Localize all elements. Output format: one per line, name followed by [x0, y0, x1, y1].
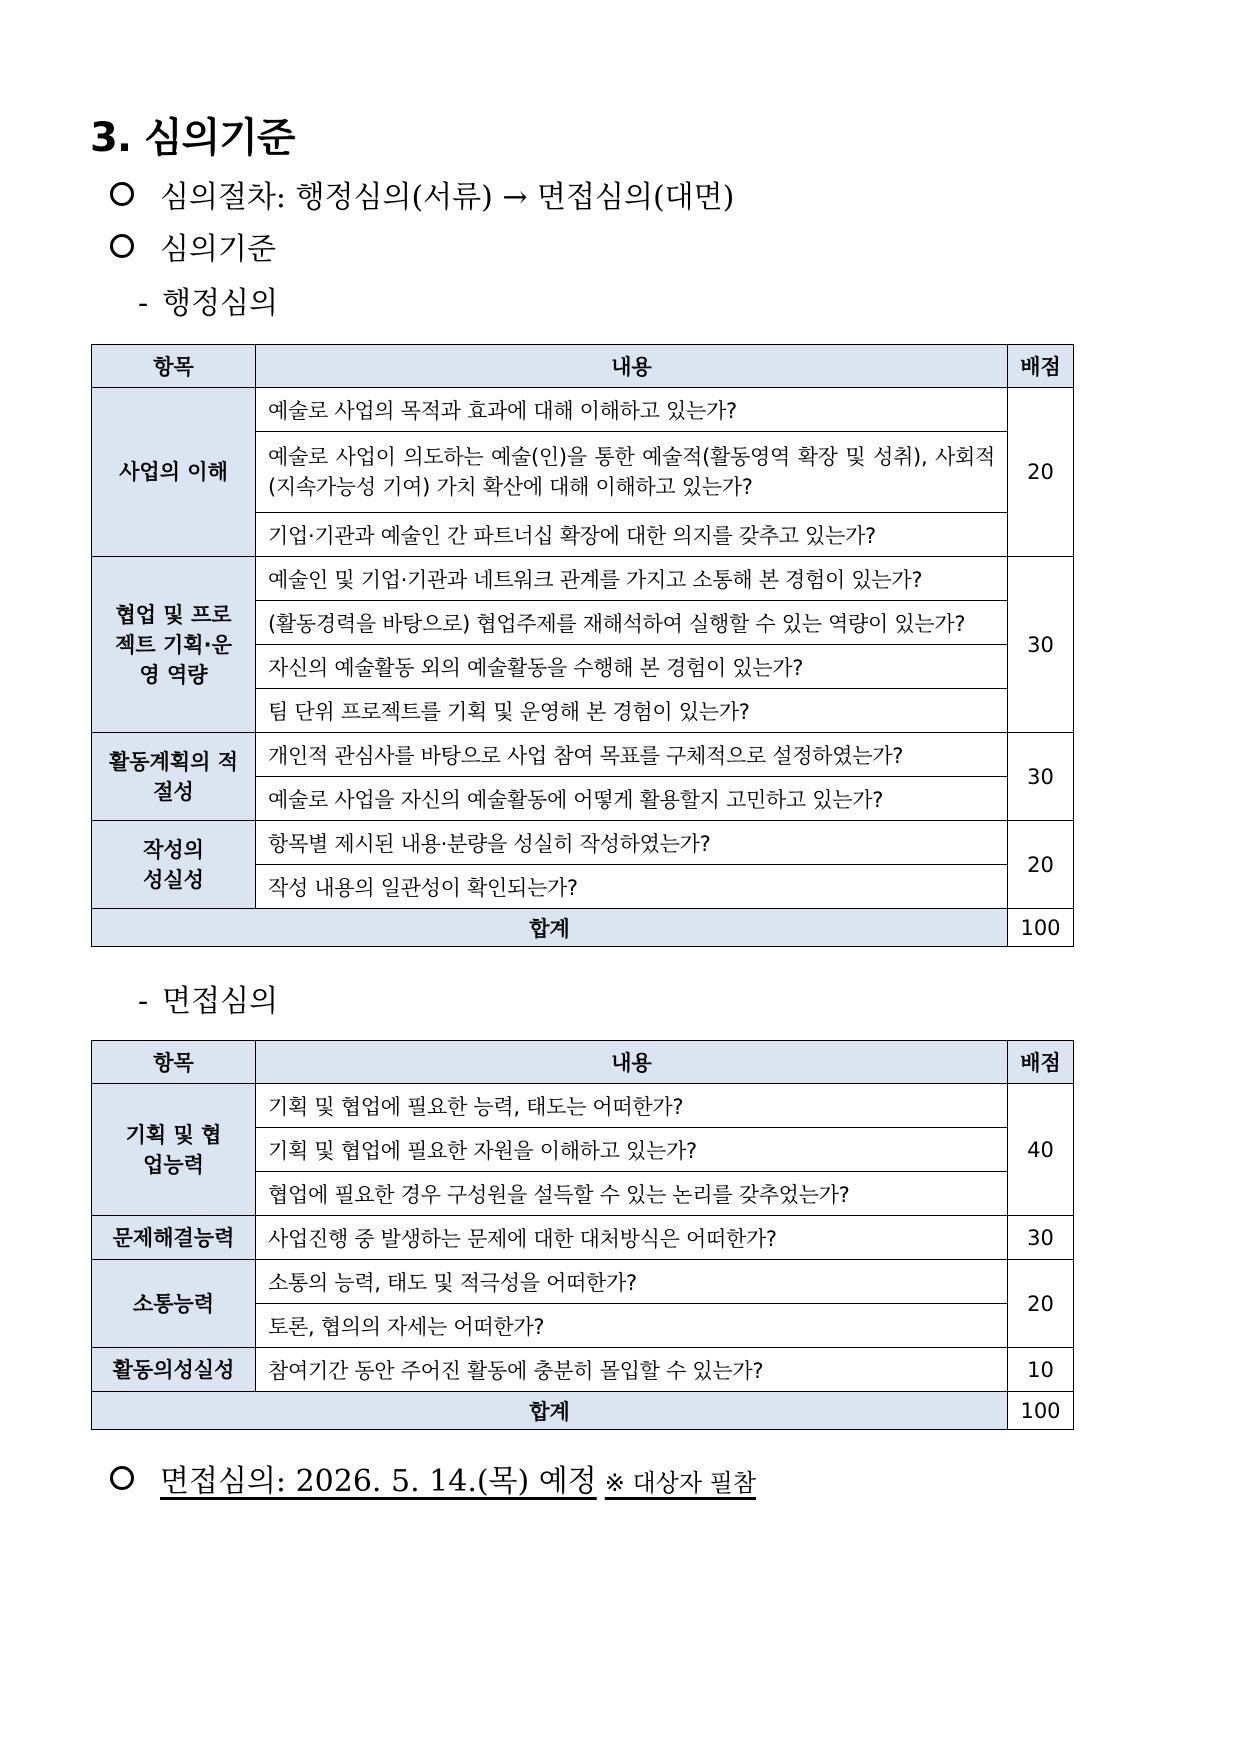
- circle-bullet-icon: [110, 1466, 134, 1490]
- table-row: [92, 388, 1074, 432]
- total-row: [92, 909, 1074, 947]
- criterion-cell: 예술인 및 기업·기관과 네트워크 관계를 가지고 소통해 본 경험이 있는가?: [256, 557, 1008, 601]
- criterion-cell: 기업·기관과 예술인 간 파트너십 확장에 대한 의지를 갖추고 있는가?: [256, 513, 1008, 557]
- criterion-cell: 참여기간 동안 주어진 활동에 충분히 몰입할 수 있는가?: [256, 1348, 1008, 1392]
- criterion-cell: 사업진행 중 발생하는 문제에 대한 대처방식은 어떠한가?: [256, 1216, 1008, 1260]
- dash-icon: -: [138, 286, 149, 321]
- total-score: 100: [1008, 909, 1074, 947]
- score-cell: 20: [1008, 1260, 1074, 1348]
- category-cell: 활동계획의 적절성: [92, 733, 256, 821]
- score-cell: 20: [1008, 821, 1074, 909]
- schedule-bullet: [110, 1456, 756, 1500]
- score-cell: 20: [1008, 388, 1074, 557]
- procedure-text: 심의절차: 행정심의(서류) → 면접심의(대면): [160, 180, 735, 215]
- category-cell: 작성의 성실성: [92, 821, 256, 909]
- admin-review-heading-text: 행정심의: [162, 286, 279, 321]
- criterion-cell: 기획 및 협업에 필요한 능력, 태도는 어떠한가?: [256, 1084, 1008, 1128]
- header-category: 항목: [92, 1041, 256, 1084]
- score-cell: 30: [1008, 1216, 1074, 1260]
- criterion-cell: (활동경력을 바탕으로) 협업주제를 재해석하여 실행할 수 있는 역량이 있는가?: [256, 601, 1008, 645]
- dash-icon: -: [138, 984, 149, 1019]
- header-content: 내용: [256, 345, 1008, 388]
- criteria-bullet: [110, 224, 276, 268]
- header-category: 항목: [92, 345, 256, 388]
- score-cell: 40: [1008, 1084, 1074, 1216]
- table-header-row: [92, 1041, 1074, 1084]
- interview-review-table: [91, 1040, 1074, 1430]
- admin-review-heading: [138, 278, 278, 322]
- criteria-text: 심의기준: [160, 232, 276, 267]
- score-cell: 30: [1008, 557, 1074, 733]
- criterion-cell: 팀 단위 프로젝트를 기획 및 운영해 본 경험이 있는가?: [256, 689, 1008, 733]
- criterion-cell: 협업에 필요한 경우 구성원을 설득할 수 있는 논리를 갖추었는가?: [256, 1172, 1008, 1216]
- total-score: 100: [1008, 1392, 1074, 1430]
- total-label: 합계: [92, 909, 1008, 947]
- interview-review-heading-text: 면접심의: [162, 984, 279, 1019]
- table-row: [92, 1348, 1074, 1392]
- score-cell: 10: [1008, 1348, 1074, 1392]
- category-cell: 기획 및 협업능력: [92, 1084, 256, 1216]
- criterion-cell: 예술로 사업이 의도하는 예술(인)을 통한 예술적(활동영역 확장 및 성취), 사회적(지속가능성 기여) 가치 확산에 대해 이해하고 있는가?: [256, 432, 1008, 513]
- table-row: [92, 821, 1074, 865]
- table-row: [92, 557, 1074, 601]
- schedule-line: [160, 1456, 756, 1500]
- schedule-note: ※ 대상자 필참: [604, 1469, 757, 1497]
- category-cell: 활동의성실성: [92, 1348, 256, 1392]
- total-row: [92, 1392, 1074, 1430]
- criterion-cell: 개인적 관심사를 바탕으로 사업 참여 목표를 구체적으로 설정하였는가?: [256, 733, 1008, 777]
- page-title: 3. 심의기준: [90, 115, 295, 161]
- header-content: 내용: [256, 1041, 1008, 1084]
- header-score: 배점: [1008, 345, 1074, 388]
- circle-bullet-icon: [110, 182, 134, 206]
- criterion-cell: 자신의 예술활동 외의 예술활동을 수행해 본 경험이 있는가?: [256, 645, 1008, 689]
- criterion-cell: 소통의 능력, 태도 및 적극성을 어떠한가?: [256, 1260, 1008, 1304]
- header-score: 배점: [1008, 1041, 1074, 1084]
- procedure-bullet: [110, 172, 734, 216]
- category-cell: 소통능력: [92, 1260, 256, 1348]
- criterion-cell: 기획 및 협업에 필요한 자원을 이해하고 있는가?: [256, 1128, 1008, 1172]
- criterion-cell: 예술로 사업의 목적과 효과에 대해 이해하고 있는가?: [256, 388, 1008, 432]
- criterion-cell: 작성 내용의 일관성이 확인되는가?: [256, 865, 1008, 909]
- criterion-cell: 항목별 제시된 내용·분량을 성실히 작성하였는가?: [256, 821, 1008, 865]
- category-cell: 사업의 이해: [92, 388, 256, 557]
- table-row: [92, 1084, 1074, 1128]
- circle-bullet-icon: [110, 234, 134, 258]
- admin-review-table: [91, 344, 1074, 947]
- table-header-row: [92, 345, 1074, 388]
- criterion-cell: 토론, 협의의 자세는 어떠한가?: [256, 1304, 1008, 1348]
- category-cell: 협업 및 프로젝트 기획·운영 역량: [92, 557, 256, 733]
- table-row: [92, 733, 1074, 777]
- score-cell: 30: [1008, 733, 1074, 821]
- criterion-cell: 예술로 사업을 자신의 예술활동에 어떻게 활용할지 고민하고 있는가?: [256, 777, 1008, 821]
- schedule-text: 면접심의: 2026. 5. 14.(목) 예정: [160, 1464, 597, 1499]
- table-row: [92, 1216, 1074, 1260]
- table-row: [92, 1260, 1074, 1304]
- interview-review-heading: [138, 976, 278, 1020]
- total-label: 합계: [92, 1392, 1008, 1430]
- category-cell: 문제해결능력: [92, 1216, 256, 1260]
